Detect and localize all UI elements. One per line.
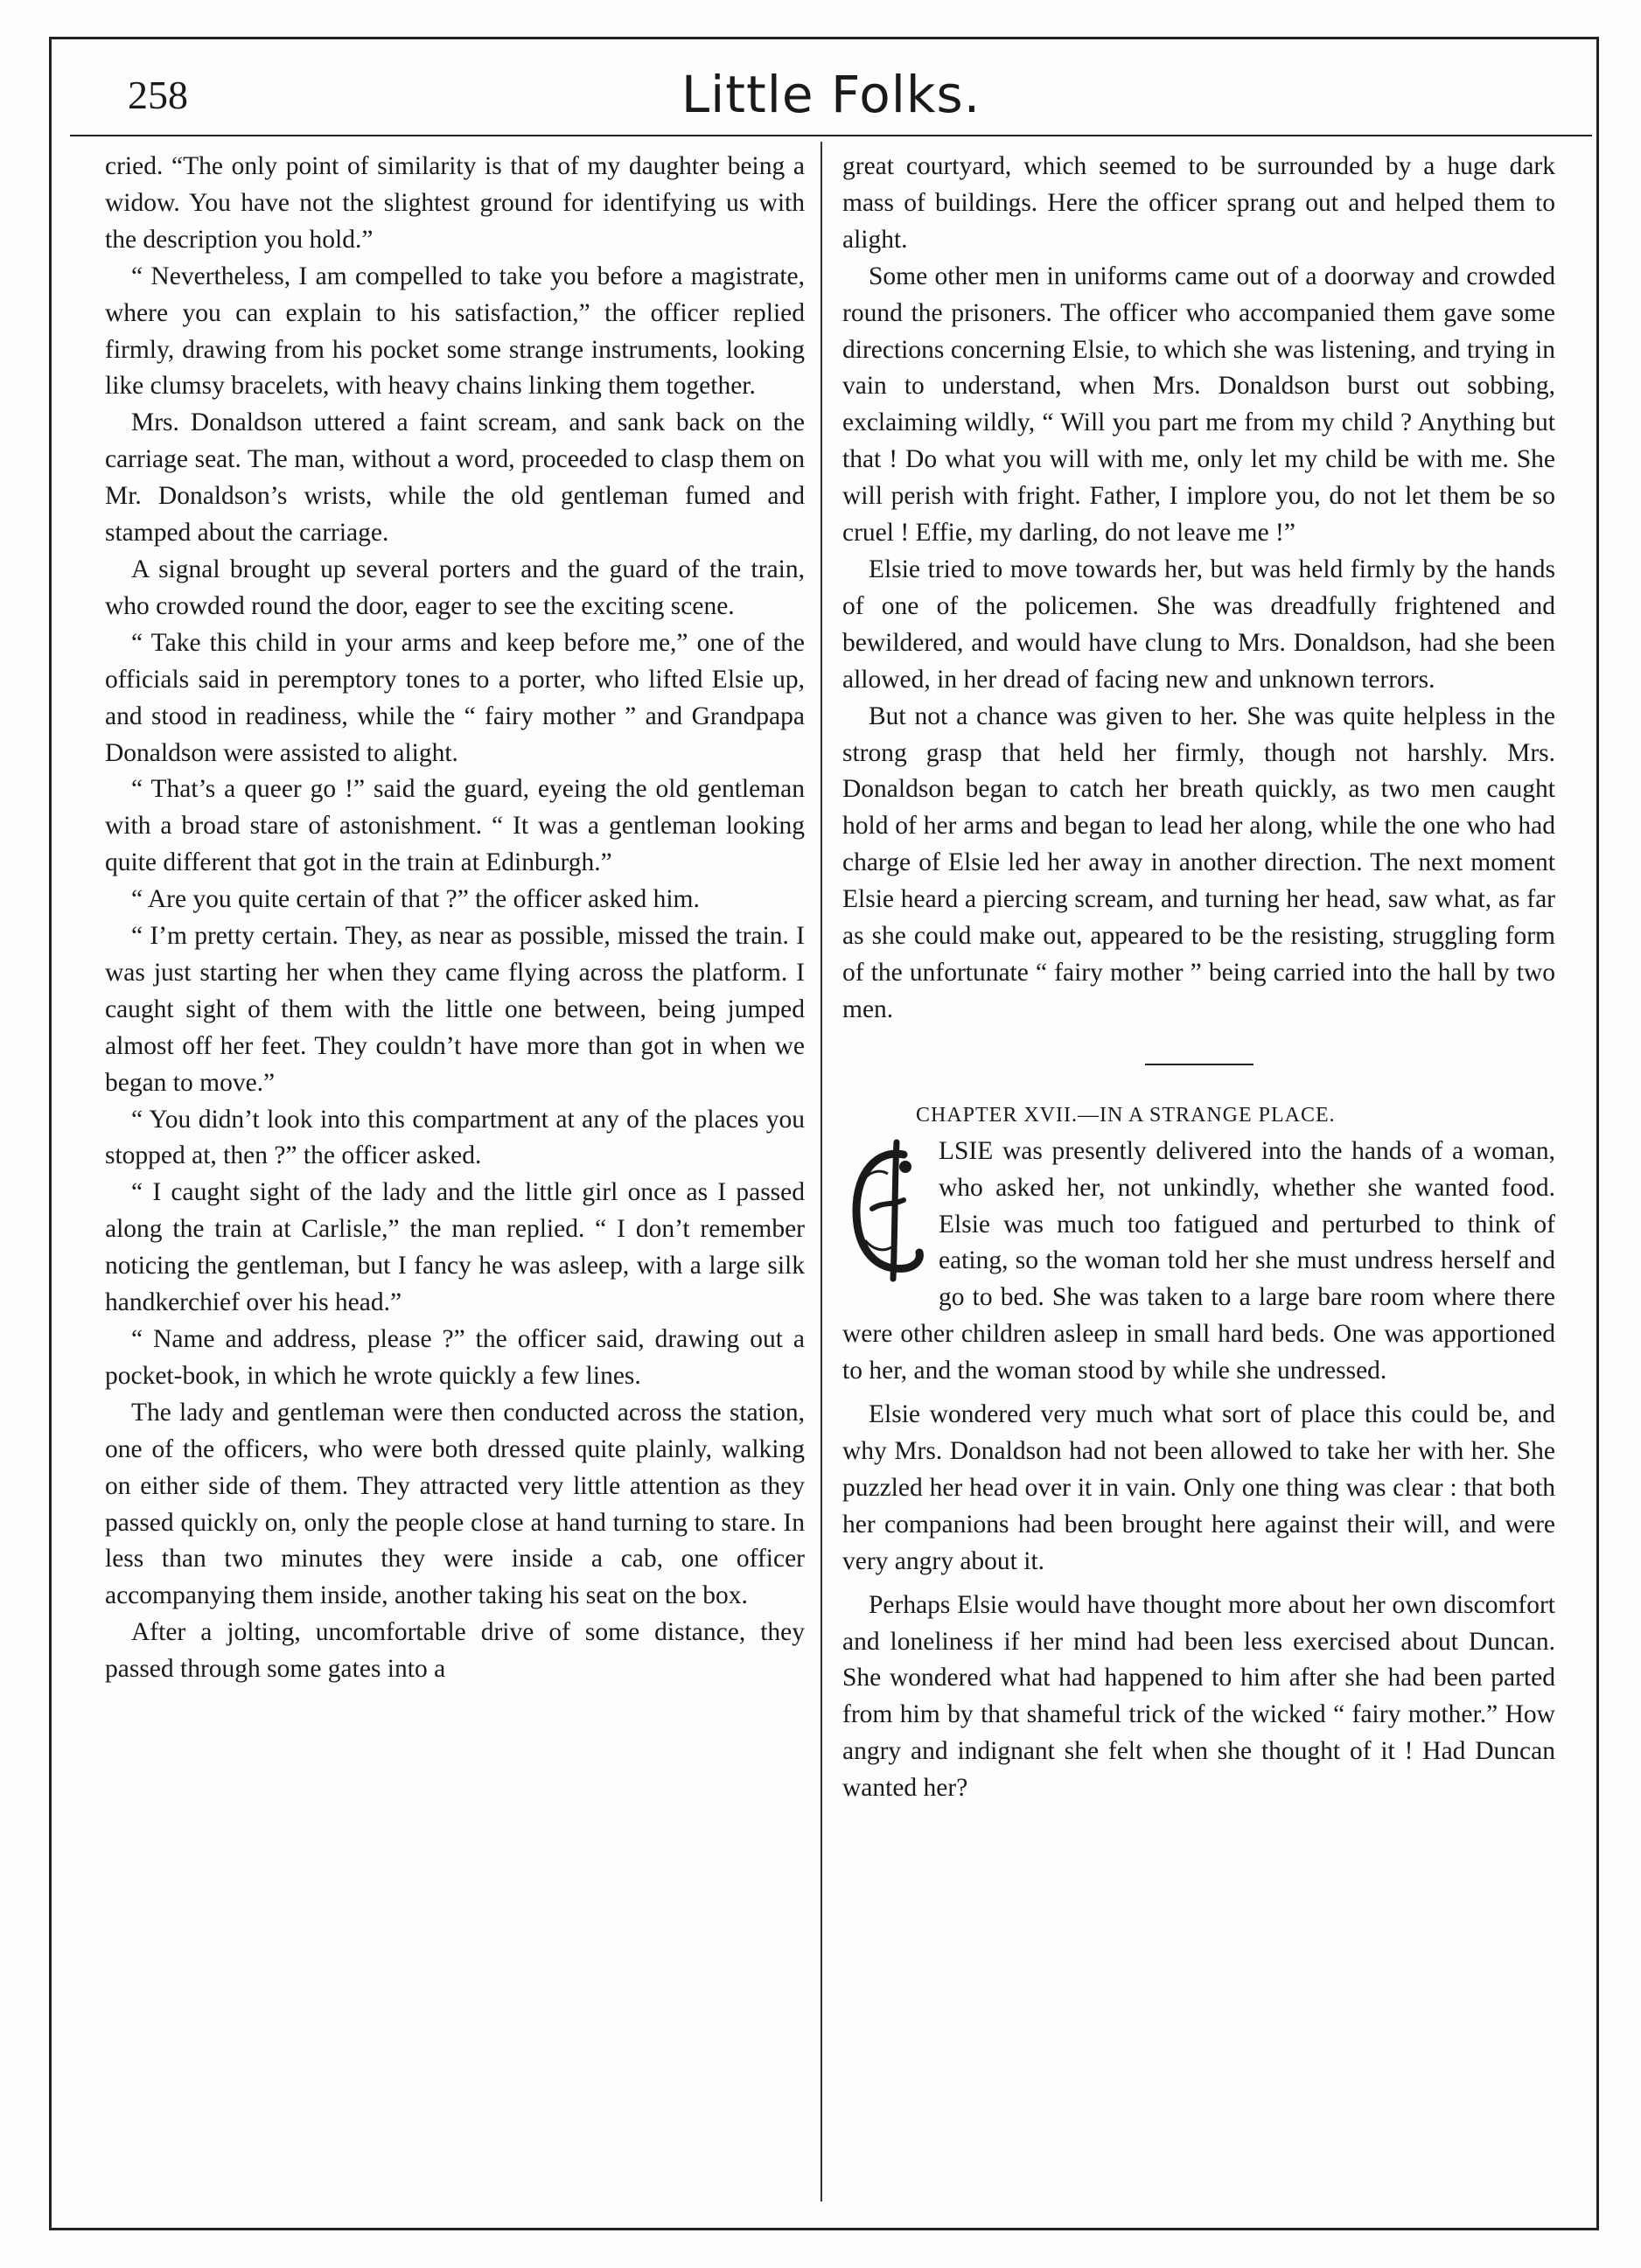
section-divider [1145, 1064, 1253, 1065]
drop-cap-ornament [842, 1137, 926, 1282]
ornamental-e-icon [842, 1137, 926, 1282]
paragraph: “ I caught sight of the lady and the little girl once as I passed along the train at Carlisle,” the man replied. “ I don’t remember noticing the gentleman, but I fancy he was asleep, with a large silk handkerchief over his head.” [105, 1178, 805, 1317]
paragraph: Some other men in uniforms came out of a doorway and crowded round the prisoners. The officer who accompanied them gave some directions concerning Elsie, to which she was listening, and trying in vain to understand, when Mrs. Donaldson burst out sobbing, exclaiming wildly, “ Will you part me from my child ? Anything but that ! Do what you will with me, only let my child be with me. She will perish with fright. Father, I implore you, do not let them be so cruel ! Effie, my darling, do not leave me !” [842, 262, 1555, 548]
paragraph: Elsie tried to move towards her, but was held firmly by the hands of one of the policemen. She was dreadfully frightened and bewildered, and would have clung to Mrs. Donaldson, had she been allowed, in her dread of facing new and unknown terrors. [842, 555, 1555, 694]
paragraph: The lady and gentleman were then conducted across the station, one of the officers, who were both dressed quite plainly, walking on either side of them. They attracted very little attention as they passed quickly on, only the people close at hand turning to stare. In less than two minutes they were inside a cab, one officer accompanying them inside, another taking his seat on the box. [105, 1398, 805, 1610]
paragraph: After a jolting, uncomfortable drive of some distance, they passed through some gates into a [105, 1618, 805, 1684]
page-number: 258 [128, 73, 188, 117]
paragraph: Perhaps Elsie would have thought more about her own discomfort and loneliness if her mind had been less exercised about Duncan. She wondered what had happened to him after she had been parted from him by that shameful trick of the wicked “ fairy mother.” How angry and indignant she felt when she thought of it ! Had Duncan wanted her? [842, 1590, 1555, 1803]
chapter-heading: CHAPTER XVII.—IN A STRANGE PLACE. [916, 1103, 1336, 1127]
paragraph: cried. “The only point of similarity is that of my daughter being a widow. You have not the slightest ground for identifying us with the description you hold.” [105, 152, 805, 254]
paragraph: great courtyard, which seemed to be surrounded by a huge dark mass of buildings. Here the officer sprang out and helped them to alight. [842, 152, 1555, 254]
paragraph: “ Nevertheless, I am compelled to take you before a magistrate, where you can explain to his satisfaction,” the officer replied firmly, drawing from his pocket some strange instruments, looking like clumsy bracelets, with heavy chains linking them together. [105, 262, 805, 401]
paragraph: “ That’s a queer go !” said the guard, eyeing the old gentleman with a broad stare of astonishment. “ It was a gentleman looking quite different that got in the train at Edinburgh.” [105, 775, 805, 877]
paragraph: LSIE was presently delivered into the hands of a woman, who asked her, not unkindly, whether she wanted food. Elsie was much too fatigued and perturbed to think of eating, so the woman told her she must undress herself and go to bed. She was taken to a large bare room where there were other children asleep in small hard beds. One was apportioned to her, and the woman stood by while she undressed. [842, 1136, 1555, 1385]
paragraph: But not a chance was given to her. She was quite helpless in the strong grasp that held her firmly, though not harshly. Mrs. Donaldson began to catch her breath quickly, as two men caught hold of her arms and began to lead her along, while the one who had charge of Elsie led her away in another direction. The next moment Elsie heard a piercing scream, and turning her head, saw what, as far as she could make out, appeared to be the resisting, struggling form of the unfortunate “ fairy mother ” being carried into the hall by two men. [842, 701, 1555, 1023]
paragraph: A signal brought up several porters and the guard of the train, who crowded round the door, eager to see the exciting scene. [105, 555, 805, 620]
paragraph: “ Are you quite certain of that ?” the officer asked him. [131, 885, 700, 914]
column-divider [820, 142, 822, 2202]
paragraph: “ I’m pretty certain. They, as near as possible, missed the train. I was just starting her when they came flying across the platform. I caught sight of them with the little one between, being jumped almost off her feet. They couldn’t have more than got in when we began to move.” [105, 922, 805, 1097]
paragraph: Elsie wondered very much what sort of place this could be, and why Mrs. Donaldson had not been allowed to take her with her. She puzzled her head over it in vain. Only one thing was clear : that both her companions had been brought here against their will, and were very angry about it. [842, 1400, 1555, 1575]
paragraph: Mrs. Donaldson uttered a faint scream, and sank back on the carriage seat. The man, without a word, proceeded to clasp them on Mr. Donaldson’s wrists, while the old gentleman fumed and stamped about the carriage. [105, 408, 805, 548]
paragraph: “ Take this child in your arms and keep before me,” one of the officials said in peremptory tones to a porter, who lifted Elsie up, and stood in readiness, while the “ fairy mother ” and Grandpapa Donaldson were assisted to alight. [105, 628, 805, 767]
paragraph: “ Name and address, please ?” the officer said, drawing out a pocket-book, in which he wrote quickly a few lines. [105, 1325, 805, 1390]
running-title: Little Folks. [681, 65, 981, 124]
svg-text:E: E [883, 1224, 885, 1225]
page-header [70, 61, 1592, 136]
paragraph: “ You didn’t look into this compartment at any of the places you stopped at, then ?” the officer asked. [105, 1105, 805, 1170]
bottom-rule [49, 2229, 1599, 2230]
right-column [842, 149, 1555, 1807]
left-column [105, 149, 805, 1688]
